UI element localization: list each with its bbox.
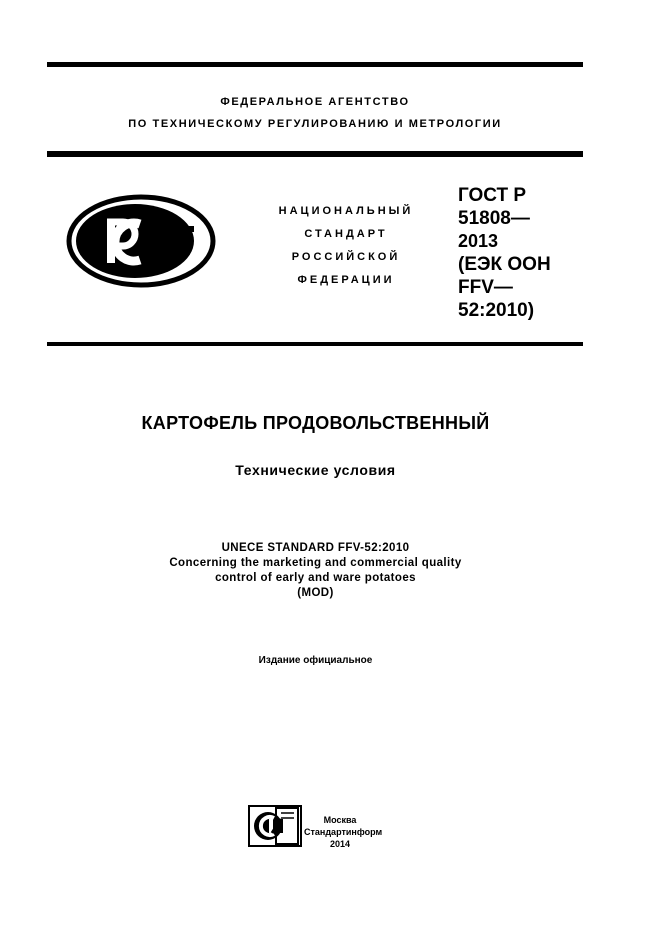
designation-line-4: (ЕЭК ООН: [458, 254, 551, 275]
standard-type: [258, 200, 434, 292]
standard-type-line-2: СТАНДАРТ: [304, 228, 388, 240]
designation-line-6: 52:2010): [458, 300, 535, 321]
designation-line-1: ГОСТ Р: [458, 185, 527, 206]
section-rule: [47, 342, 583, 346]
international-standard-reference: [0, 541, 631, 601]
designation-line-5: FFV—: [458, 277, 513, 298]
designation-line-3: 2013: [458, 231, 499, 251]
unece-line-3: control of early and ware potatoes: [215, 572, 416, 584]
publisher-city: Москва: [323, 815, 357, 825]
header-rule: [47, 151, 583, 157]
standard-type-line-4: ФЕДЕРАЦИИ: [297, 274, 395, 286]
agency-header: [47, 91, 583, 135]
unece-line-1: UNECE STANDARD FFV-52:2010: [221, 542, 410, 554]
standard-designation: [458, 184, 583, 322]
standard-type-line-3: РОССИЙСКОЙ: [291, 251, 401, 263]
unece-line-4: (MOD): [297, 587, 334, 599]
document-subtitle: Технические условия: [235, 462, 396, 478]
publisher-name: Стандартинформ: [304, 827, 383, 837]
agency-line-2: ПО ТЕХНИЧЕСКОМУ РЕГУЛИРОВАНИЮ И МЕТРОЛОГИИ: [128, 118, 502, 130]
standartinform-logo-icon: [248, 805, 302, 852]
publisher-info: [304, 814, 383, 850]
agency-line-1: ФЕДЕРАЛЬНОЕ АГЕНТСТВО: [220, 96, 410, 108]
document-title: КАРТОФЕЛЬ ПРОДОВОЛЬСТВЕННЫЙ: [141, 413, 490, 433]
publisher-year: 2014: [329, 839, 351, 849]
standard-type-line-1: НАЦИОНАЛЬНЫЙ: [278, 205, 414, 217]
rst-logo-icon: [66, 194, 216, 293]
unece-line-2: Concerning the marketing and commercial quality: [169, 557, 462, 569]
edition-label: Издание официальное: [258, 655, 373, 666]
top-rule: [47, 62, 583, 67]
designation-line-2: 51808—: [458, 208, 530, 229]
